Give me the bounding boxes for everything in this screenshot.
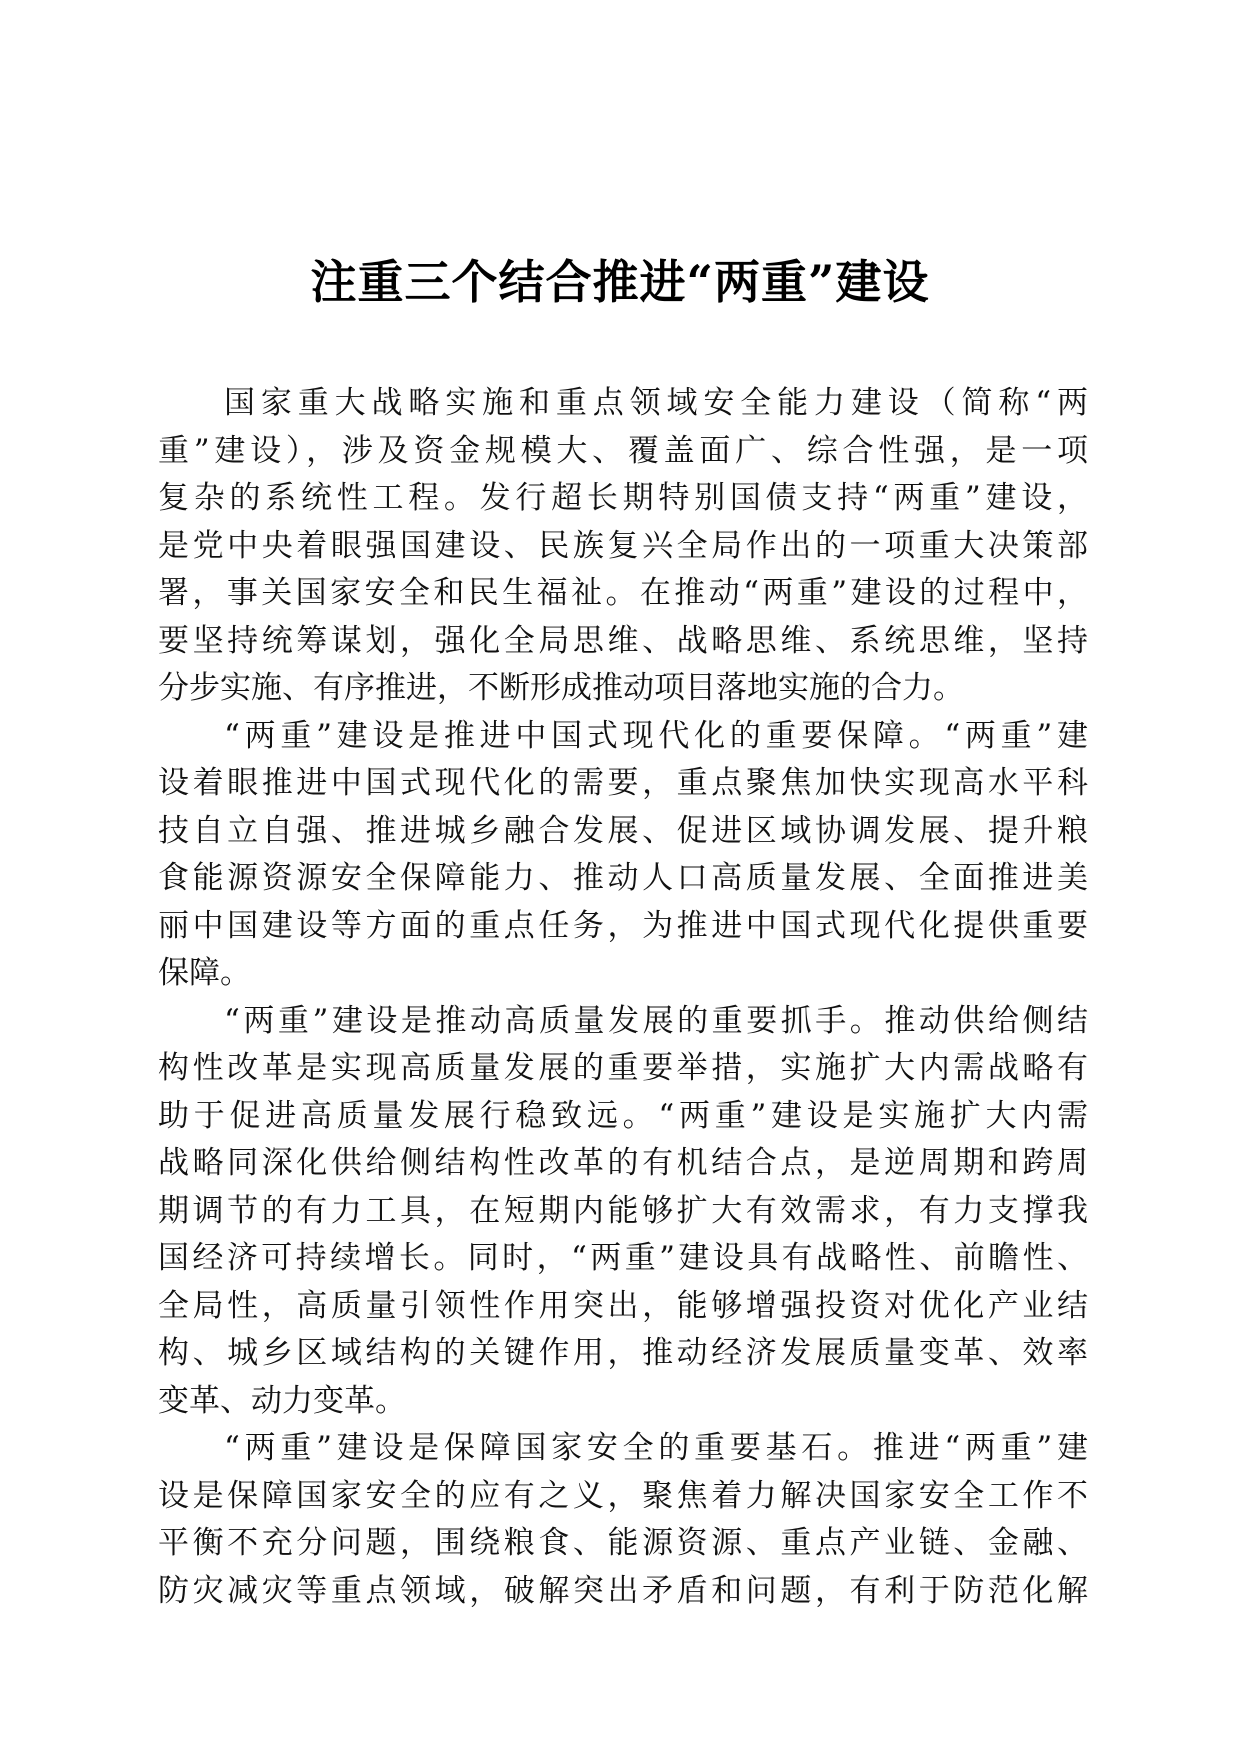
- text-line: “两重”建设是推动高质量发展的重要抓手。推动供给侧结: [224, 1002, 1088, 1039]
- text-line: 期调节的有力工具，在短期内能够扩大有效需求，有力支撑我: [158, 1192, 1088, 1229]
- text-line: 是党中央着眼强国建设、民族复兴全局作出的一项重大决策部: [158, 527, 1088, 564]
- text-line: 重”建设），涉及资金规模大、覆盖面广、综合性强，是一项: [158, 432, 1088, 469]
- text-line: 助于促进高质量发展行稳致远。“两重”建设是实施扩大内需: [158, 1097, 1088, 1134]
- document-body: [158, 380, 1088, 1615]
- text-line: 署，事关国家安全和民生福祉。在推动“两重”建设的过程中，: [158, 575, 1088, 611]
- text-line: 变革、动力变革。: [158, 1382, 406, 1419]
- paragraph-2: [158, 713, 1088, 998]
- page-title: 注重三个结合推进“两重”建设: [310, 255, 930, 309]
- text-line: 国家重大战略实施和重点领域安全能力建设（简称“两: [224, 385, 1088, 421]
- text-line: 战略同深化供给侧结构性改革的有机结合点，是逆周期和跨周: [158, 1145, 1088, 1181]
- text-line: 丽中国建设等方面的重点任务，为推进中国式现代化提供重要: [158, 907, 1088, 944]
- text-line: 设是保障国家安全的应有之义，聚焦着力解决国家安全工作不: [158, 1477, 1088, 1514]
- text-line: 设着眼推进中国式现代化的需要，重点聚焦加快实现高水平科: [158, 765, 1088, 801]
- paragraph-1: [158, 380, 1088, 713]
- text-line: 分步实施、有序推进，不断形成推动项目落地实施的合力。: [158, 670, 964, 706]
- text-line: 构、城乡区域结构的关键作用，推动经济发展质量变革、效率: [158, 1335, 1088, 1371]
- text-line: 防灾减灾等重点领域，破解突出矛盾和问题，有利于防范化解: [158, 1572, 1088, 1609]
- text-line: 平衡不充分问题，围绕粮食、能源资源、重点产业链、金融、: [158, 1525, 1088, 1561]
- text-line: 要坚持统筹谋划，强化全局思维、战略思维、系统思维，坚持: [158, 622, 1088, 659]
- text-line: 食能源资源安全保障能力、推动人口高质量发展、全面推进美: [158, 860, 1088, 896]
- text-line: 保障。: [158, 955, 251, 991]
- text-line: 全局性，高质量引领性作用突出，能够增强投资对优化产业结: [158, 1287, 1088, 1324]
- paragraph-3: [158, 998, 1088, 1426]
- text-line: “两重”建设是推进中国式现代化的重要保障。“两重”建: [224, 717, 1088, 754]
- text-line: “两重”建设是保障国家安全的重要基石。推进“两重”建: [224, 1430, 1088, 1466]
- text-line: 国经济可持续增长。同时，“两重”建设具有战略性、前瞻性、: [158, 1240, 1088, 1276]
- text-line: 技自立自强、推进城乡融合发展、促进区域协调发展、提升粮: [158, 812, 1088, 849]
- text-line: 复杂的系统性工程。发行超长期特别国债支持“两重”建设，: [158, 480, 1088, 516]
- paragraph-4: [158, 1425, 1088, 1615]
- text-line: 构性改革是实现高质量发展的重要举措，实施扩大内需战略有: [158, 1050, 1088, 1086]
